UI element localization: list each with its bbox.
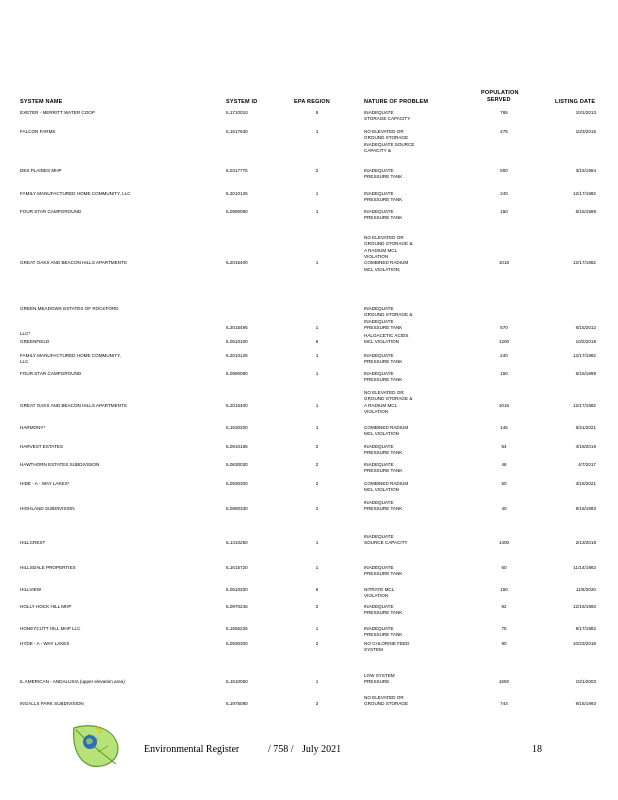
epa-region: 2 <box>315 701 319 707</box>
listing-date: 10/23/2019 <box>573 641 596 646</box>
epa-region: 1 <box>315 324 319 330</box>
system-name: FOUR STAR CAMPGROUND <box>20 371 82 376</box>
epa-region: 2 <box>315 462 319 467</box>
listing-date: 3/18/2021 <box>575 481 596 486</box>
system-name: DES PLAINES MHP <box>20 168 62 173</box>
nature-of-problem-line: GROUND STORAGE <box>364 135 409 141</box>
listing-date: 10/1/2013 <box>575 110 596 115</box>
system-name: FAMILY MANUFACTURED HOME COMMUNITY, LLC <box>20 191 131 196</box>
system-name: HIDE - A - WAY LAKES* <box>20 481 70 486</box>
nature-of-problem-line: GROUND STORAGE & <box>364 312 413 318</box>
nature-of-problem-line: INADEQUATE <box>364 371 394 376</box>
nature-of-problem-line: PRESSURE TANK <box>364 506 403 512</box>
nature-of-problem-line: GROUND STORAGE <box>364 701 409 707</box>
header-system-id: SYSTEM ID <box>226 99 258 105</box>
nature-of-problem-line: INADEQUATE <box>364 565 394 570</box>
listing-date: 3/16/1984 <box>575 168 596 173</box>
nature-of-problem-line: CAPACITY & <box>364 147 391 153</box>
nature-of-problem-line: PRESSURE TANK <box>364 610 403 616</box>
system-name: FOUR STAR CAMPGROUND <box>20 209 82 214</box>
population-served: 48 <box>501 462 507 467</box>
listing-date: 10/3/2016 <box>575 129 596 134</box>
listing-date: 6/15/2012 <box>575 324 596 330</box>
system-name: HOLLY HOCK HILL MHP <box>20 604 72 609</box>
population-served: 1650 <box>498 679 510 685</box>
population-served: 75 <box>501 626 507 631</box>
population-served: 50 <box>501 481 507 486</box>
epa-region: 2 <box>315 641 319 646</box>
epa-region: 5 <box>315 110 319 115</box>
nature-of-problem-line: VIOLATION <box>364 253 389 259</box>
population-served: 92 <box>501 604 507 609</box>
population-served: 1200 <box>498 339 510 345</box>
header-population: POPULATION <box>481 90 519 96</box>
listing-date: 2/13/2018 <box>575 540 596 546</box>
system-name: GREAT OAKS AND BEACON HILLS APARTMENTS <box>20 402 127 408</box>
system-name: EXETER - MERRITT WATER COOP <box>20 110 95 115</box>
listing-date: 9/16/1993 <box>575 506 596 512</box>
system-name: FALCON FARMS <box>20 129 56 134</box>
nature-of-problem-line: A RADIUM MCL <box>364 247 398 253</box>
system-name: INGALLS PARK SUBDIVISION <box>20 701 84 707</box>
nature-of-problem-line: MCL VIOLATION <box>364 431 399 437</box>
system-name: HARMONY* <box>20 425 46 430</box>
listing-date: 5/21/2021 <box>575 425 596 430</box>
nature-of-problem-line: INADEQUATE <box>364 209 394 214</box>
system-name: HYDE - A - WAY LAKES <box>20 641 70 646</box>
footer-issue: / 758 / <box>268 744 294 755</box>
epa-region: 1 <box>315 565 319 570</box>
system-name: GREENFIELD <box>20 339 50 345</box>
nature-of-problem-line: INADEQUATE <box>364 444 394 449</box>
nature-of-problem-line: VIOLATION <box>364 408 389 414</box>
listing-date: 12/17/1982 <box>573 402 596 408</box>
epa-region: 1 <box>315 353 319 358</box>
header-served: SERVED <box>487 97 511 103</box>
nature-of-problem-line: MCL VIOLATION <box>364 339 399 345</box>
system-id: IL0970245 <box>226 604 248 609</box>
footer-date: July 2021 <box>302 744 342 755</box>
system-id: IL1630200 <box>226 425 248 430</box>
population-served: 145 <box>500 425 508 430</box>
system-name: HONEYCUTT HILL MHP LLC <box>20 626 81 631</box>
population-served: 90 <box>501 641 507 646</box>
listing-date: 10/1/2003 <box>575 679 596 685</box>
nature-of-problem-line: INADEQUATE <box>364 462 394 467</box>
system-name: HAWTHORN ESTATES SUBDIVISION <box>20 462 100 467</box>
nature-of-problem-line: VIOLATION <box>364 593 389 599</box>
population-served: 1400 <box>498 540 510 546</box>
footer-page-number: 18 <box>532 744 542 755</box>
system-name-continued: LLC <box>20 359 29 365</box>
epa-region: 1 <box>315 425 319 430</box>
population-served: 500 <box>500 168 508 173</box>
nature-of-problem-line: LOW SYSTEM <box>364 673 395 678</box>
epa-region: 1 <box>315 679 319 685</box>
epa-region: 1 <box>315 402 319 408</box>
system-id: IL0890330 <box>226 506 248 512</box>
population-served: 765 <box>500 110 508 115</box>
listing-date: 4/18/2019 <box>575 444 596 449</box>
system-name: HILLSDALE PROPERTIES <box>20 565 76 570</box>
population-served: 1016 <box>498 260 510 266</box>
nature-of-problem-line: COMBINED RADIUM <box>364 425 409 430</box>
population-served: 240 <box>500 353 508 358</box>
epa-region: 1 <box>315 129 319 134</box>
population-served: 1016 <box>498 402 510 408</box>
nature-of-problem-line: MCL VIOLATION; <box>364 266 401 272</box>
nature-of-problem-line: COMBINED RADIUM <box>364 260 409 266</box>
nature-of-problem-line: NO ELEVATED OR <box>364 235 404 240</box>
nature-of-problem-line: PRESSURE TANK <box>364 468 403 474</box>
population-served: 40 <box>501 506 507 512</box>
epa-region: 1 <box>315 209 319 214</box>
population-served: 150 <box>500 371 508 376</box>
system-id: IL2015400 <box>226 402 248 408</box>
epa-region: 2 <box>315 604 319 609</box>
system-id: IL0317775 <box>226 168 248 173</box>
population-served: 240 <box>500 191 508 196</box>
nature-of-problem-line: STORAGE CAPACITY <box>364 116 411 122</box>
nature-of-problem-line: PRESSURE TANK <box>364 377 403 383</box>
system-name-continued: LLC* <box>20 331 31 337</box>
listing-date: 11/6/2020 <box>575 587 596 592</box>
system-id: IL0610200 <box>226 587 248 592</box>
environmental-register-leaf-logo <box>70 722 122 770</box>
epa-region: 1 <box>315 371 319 376</box>
epa-region: 1 <box>315 191 319 196</box>
nature-of-problem-line: INADEQUATE <box>364 168 394 173</box>
nature-of-problem-line: GROUND STORAGE & <box>364 396 413 402</box>
listing-date: 9/16/1993 <box>575 701 596 707</box>
listing-date: 12/17/1982 <box>573 353 596 358</box>
system-id: IL0610100 <box>226 339 248 345</box>
nature-of-problem-line: INADEQUATE <box>364 500 394 505</box>
nature-of-problem-line: INADEQUATE <box>364 110 394 115</box>
nature-of-problem-line: PRESSURE TANK <box>364 324 403 330</box>
nature-of-problem-line: SOURCE CAPACITY <box>364 540 408 546</box>
nature-of-problem-line: INADEQUATE <box>364 534 394 539</box>
system-id: IL1610050 <box>226 679 248 685</box>
nature-of-problem-line: PRESSURE <box>364 679 390 685</box>
nature-of-problem-line: NO CHLORINE FEED <box>364 641 410 646</box>
system-name: HILLVIEW <box>20 587 42 592</box>
system-name: HIGHLAND SUBDIVISION <box>20 506 75 512</box>
system-name: FAMILY MANUFACTURED HOME COMMUNITY, <box>20 353 121 358</box>
epa-region: 2 <box>315 168 319 173</box>
system-id: IL0990090 <box>226 209 248 214</box>
listing-date: 12/17/1982 <box>573 260 596 266</box>
population-served: 54 <box>501 444 507 449</box>
nature-of-problem-line: INADEQUATE <box>364 306 394 311</box>
epa-region: 2 <box>315 444 319 449</box>
nature-of-problem-line: PRESSURE TANK <box>364 197 403 203</box>
nature-of-problem-line: HALOACETIC ACIDS <box>364 333 409 338</box>
listing-date: 9/17/1982 <box>575 626 596 631</box>
population-served: 744 <box>500 701 508 707</box>
nature-of-problem-line: PRESSURE TANK <box>364 632 403 638</box>
nature-of-problem-line: INADEQUATE SOURCE <box>364 141 415 147</box>
nature-of-problem-line: MCL VIOLATION <box>364 487 399 493</box>
system-id: IL2015495 <box>226 324 248 330</box>
system-name: HILLCREST <box>20 540 46 546</box>
header-listing-date: LISTING DATE <box>555 99 596 105</box>
system-id: IL1710010 <box>226 110 248 115</box>
nature-of-problem-line: PRESSURE TANK <box>364 359 403 365</box>
nature-of-problem-line: A RADIUM MCL <box>364 402 398 408</box>
system-id: IL2010125 <box>226 191 248 196</box>
epa-region: 2 <box>315 506 319 512</box>
nature-of-problem-line: PRESSURE TANK <box>364 571 403 577</box>
nature-of-problem-line: PRESSURE TANK <box>364 450 403 456</box>
system-id: IL1615720 <box>226 565 248 570</box>
footer-publication: Environmental Register <box>144 744 240 755</box>
system-id: IL0910165 <box>226 444 248 449</box>
population-served: 570 <box>500 324 508 330</box>
nature-of-problem-line: PRESSURE TANK <box>364 215 403 221</box>
system-name: IL AMERICAN - ANDALUSIA (upper elevation area) <box>20 679 125 685</box>
system-id: IL1410250 <box>226 540 248 546</box>
listing-date: 6/15/1999 <box>575 371 596 376</box>
nature-of-problem-line: PRESSURE TANK <box>364 174 403 180</box>
nature-of-problem-line: COMBINED RADIUM <box>364 481 409 486</box>
system-id: IL0990090 <box>226 371 248 376</box>
listing-date: 4/7/2017 <box>578 462 596 467</box>
population-served: 475 <box>500 129 508 134</box>
system-id: IL2010125 <box>226 353 248 358</box>
epa-region: 6 <box>315 339 319 345</box>
epa-region: 2 <box>315 481 319 486</box>
system-id: IL0930300 <box>226 481 248 486</box>
epa-region: 6 <box>315 587 319 592</box>
system-id: IL1617630 <box>226 129 248 134</box>
system-name: GREEN MEADOWS ESTATES OF ROCKFORD <box>20 306 119 311</box>
nature-of-problem-line: INADEQUATE <box>364 604 394 609</box>
system-id: IL0630030 <box>226 462 248 467</box>
system-id: IL1655225 <box>226 626 248 631</box>
header-nature-of-problem: NATURE OF PROBLEM <box>364 99 429 105</box>
epa-region: 1 <box>315 540 319 546</box>
listing-date: 10/2/2019 <box>575 339 596 345</box>
nature-of-problem-line: INADEQUATE <box>364 318 394 324</box>
listing-date: 12/16/1993 <box>573 604 596 609</box>
nature-of-problem-line: NITRATE MCL <box>364 587 395 592</box>
header-system-name: SYSTEM NAME <box>20 99 63 105</box>
nature-of-problem-line: SYSTEM <box>364 647 383 653</box>
epa-region: 1 <box>315 260 319 266</box>
population-served: 150 <box>500 209 508 214</box>
population-served: 150 <box>500 587 508 592</box>
nature-of-problem-line: INADEQUATE <box>364 191 394 196</box>
system-id: IL0930300 <box>226 641 248 646</box>
population-served: 60 <box>501 565 507 570</box>
system-id: IL1975080 <box>226 701 248 707</box>
nature-of-problem-line: INADEQUATE <box>364 353 394 358</box>
system-id: IL2015400 <box>226 260 248 266</box>
header-epa-region: EPA REGION <box>294 99 330 105</box>
listing-date: 6/15/1999 <box>575 209 596 214</box>
epa-region: 1 <box>315 626 319 631</box>
nature-of-problem-line: INADEQUATE <box>364 626 394 631</box>
nature-of-problem-line: NO ELEVATED OR <box>364 129 404 134</box>
nature-of-problem-line: GROUND STORAGE & <box>364 241 413 247</box>
listing-date: 11/14/1982 <box>573 565 596 570</box>
system-name: GREAT OAKS AND BEACON HILLS APARTMENTS <box>20 260 127 266</box>
listing-date: 12/17/1982 <box>573 191 596 196</box>
nature-of-problem-line: NO ELEVATED OR <box>364 390 404 395</box>
system-name: HARVEST ESTATES <box>20 444 64 449</box>
nature-of-problem-line: NO ELEVATED OR <box>364 695 404 700</box>
